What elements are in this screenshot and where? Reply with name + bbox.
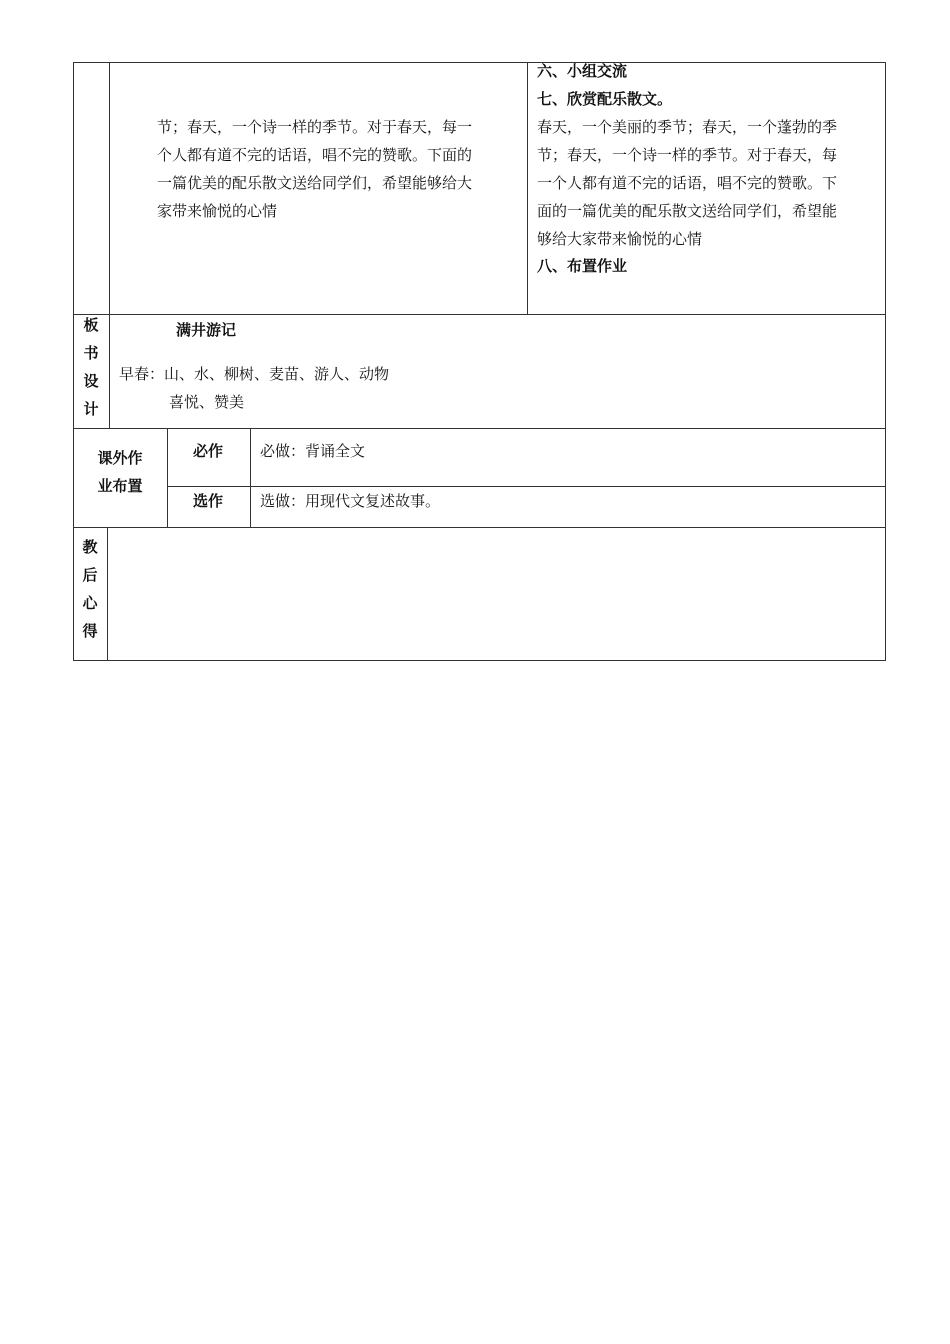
reflection-label	[73, 533, 107, 645]
paragraph-line: 家带来愉悦的心情	[157, 202, 278, 220]
label-char: 得	[82, 622, 98, 640]
paragraph-line: 节；春天，一个诗一样的季节。对于春天，每一	[157, 118, 473, 136]
required-homework-text: 必做：背诵全文	[260, 442, 366, 460]
label-char: 设	[83, 372, 99, 390]
label-line: 课外作	[97, 449, 143, 467]
heading-assign-homework: 八、布置作业	[537, 257, 628, 275]
label-char: 计	[83, 400, 99, 418]
top-left-column-divider	[109, 62, 110, 314]
label-char: 后	[82, 566, 98, 584]
required-homework-label: 必作	[193, 442, 224, 460]
blackboard-line-1: 早春：山、水、柳树、麦苗、游人、动物	[119, 365, 390, 383]
heading-group-discussion: 六、小组交流	[537, 62, 628, 80]
paragraph-line: 面的一篇优美的配乐散文送给同学们，希望能	[537, 202, 838, 220]
label-char: 教	[82, 538, 98, 556]
homework-label	[73, 444, 167, 500]
homework-type-divider	[250, 428, 251, 527]
blackboard-design-label	[73, 311, 109, 423]
paragraph-line: 一篇优美的配乐散文送给同学们，希望能够给大	[157, 174, 473, 192]
row-divider-2	[73, 428, 886, 429]
optional-homework-text: 选做：用现代文复述故事。	[260, 492, 441, 510]
heading-appreciate-prose: 七、欣赏配乐散文。	[537, 90, 673, 108]
top-right-paragraph	[537, 113, 837, 253]
blackboard-title: 满井游记	[176, 321, 237, 339]
label-char: 书	[83, 344, 99, 362]
paragraph-line: 个人都有道不完的话语，唱不完的赞歌。下面的	[157, 146, 473, 164]
paragraph-line: 一个人都有道不完的话语，唱不完的赞歌。下	[537, 174, 838, 192]
top-left-paragraph	[157, 113, 472, 225]
blackboard-label-divider	[109, 314, 110, 428]
homework-label-divider	[167, 428, 168, 527]
label-char: 心	[82, 594, 98, 612]
paragraph-line: 够给大家带来愉悦的心情	[537, 230, 703, 248]
optional-homework-label: 选作	[193, 492, 224, 510]
row-divider-1	[73, 314, 886, 315]
paragraph-line: 节；春天，一个诗一样的季节。对于春天，每	[537, 146, 838, 164]
paragraph-line: 春天，一个美丽的季节；春天，一个蓬勃的季	[537, 118, 838, 136]
label-line: 业布置	[97, 477, 143, 495]
top-middle-divider	[527, 62, 528, 314]
reflection-content-area	[108, 528, 885, 660]
label-char: 板	[83, 316, 99, 334]
blackboard-line-2: 喜悦、赞美	[169, 393, 245, 411]
